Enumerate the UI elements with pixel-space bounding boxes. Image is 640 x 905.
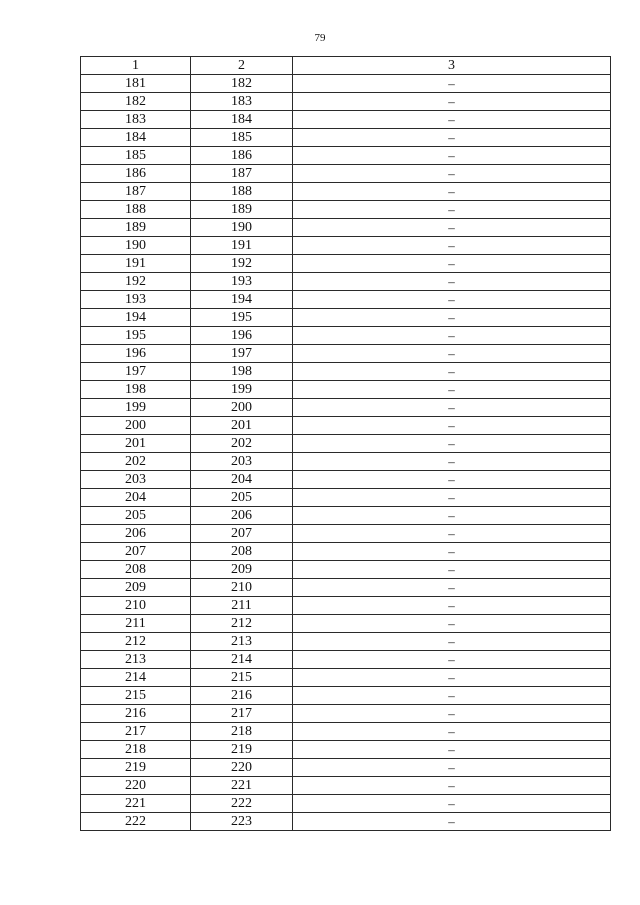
table-cell-col-3: –: [293, 489, 611, 507]
table-cell-col-1: 218: [81, 741, 191, 759]
table-row: [81, 327, 611, 345]
table-cell-col-3: –: [293, 237, 611, 255]
table-cell-col-1: 185: [81, 147, 191, 165]
table-row: [81, 723, 611, 741]
table-cell-col-2: 197: [191, 345, 293, 363]
table-cell-col-2: 201: [191, 417, 293, 435]
table-cell-col-3: –: [293, 147, 611, 165]
column-header-2: 2: [191, 57, 293, 75]
table-cell-col-2: 208: [191, 543, 293, 561]
table-cell-col-2: 215: [191, 669, 293, 687]
table-cell-col-3: –: [293, 435, 611, 453]
column-header-3: 3: [293, 57, 611, 75]
table-cell-col-3: –: [293, 399, 611, 417]
table-row: [81, 435, 611, 453]
table-cell-col-1: 219: [81, 759, 191, 777]
table-row: [81, 345, 611, 363]
table-cell-col-3: –: [293, 165, 611, 183]
table-cell-col-3: –: [293, 129, 611, 147]
table-row: [81, 417, 611, 435]
table-cell-col-1: 193: [81, 291, 191, 309]
table-cell-col-3: –: [293, 327, 611, 345]
table-cell-col-2: 193: [191, 273, 293, 291]
table-cell-col-3: –: [293, 579, 611, 597]
table-cell-col-2: 216: [191, 687, 293, 705]
table-cell-col-3: –: [293, 381, 611, 399]
table-cell-col-1: 181: [81, 75, 191, 93]
table-cell-col-2: 185: [191, 129, 293, 147]
table-cell-col-2: 203: [191, 453, 293, 471]
table-row: [81, 525, 611, 543]
table-row: [81, 165, 611, 183]
table-row: [81, 579, 611, 597]
table-cell-col-1: 220: [81, 777, 191, 795]
table-cell-col-3: –: [293, 183, 611, 201]
table-row: [81, 597, 611, 615]
table-cell-col-2: 196: [191, 327, 293, 345]
table-row: [81, 147, 611, 165]
table-cell-col-1: 217: [81, 723, 191, 741]
table-cell-col-2: 189: [191, 201, 293, 219]
table-cell-col-1: 188: [81, 201, 191, 219]
table-cell-col-3: –: [293, 741, 611, 759]
table-cell-col-3: –: [293, 291, 611, 309]
table-cell-col-1: 194: [81, 309, 191, 327]
table-cell-col-1: 207: [81, 543, 191, 561]
table-cell-col-3: –: [293, 813, 611, 831]
table-row: [81, 291, 611, 309]
table-cell-col-2: 218: [191, 723, 293, 741]
table-cell-col-1: 196: [81, 345, 191, 363]
table-row: [81, 813, 611, 831]
table-cell-col-1: 192: [81, 273, 191, 291]
table-cell-col-2: 217: [191, 705, 293, 723]
table-cell-col-1: 197: [81, 363, 191, 381]
table-row: [81, 273, 611, 291]
table-row: [81, 795, 611, 813]
table-cell-col-1: 221: [81, 795, 191, 813]
data-table-container: [80, 56, 610, 831]
table-cell-col-2: 184: [191, 111, 293, 129]
table-cell-col-1: 206: [81, 525, 191, 543]
page-number: 79: [314, 32, 326, 44]
table-cell-col-1: 222: [81, 813, 191, 831]
table-row: [81, 489, 611, 507]
table-cell-col-2: 211: [191, 597, 293, 615]
table-cell-col-3: –: [293, 651, 611, 669]
table-row: [81, 309, 611, 327]
table-cell-col-2: 221: [191, 777, 293, 795]
table-cell-col-3: –: [293, 201, 611, 219]
table-cell-col-3: –: [293, 363, 611, 381]
table-cell-col-2: 186: [191, 147, 293, 165]
table-cell-col-1: 208: [81, 561, 191, 579]
table-cell-col-3: –: [293, 309, 611, 327]
table-row: [81, 669, 611, 687]
table-row: [81, 633, 611, 651]
table-cell-col-3: –: [293, 111, 611, 129]
table-cell-col-3: –: [293, 723, 611, 741]
table-cell-col-1: 183: [81, 111, 191, 129]
table-cell-col-1: 211: [81, 615, 191, 633]
table-row: [81, 399, 611, 417]
table-cell-col-2: 190: [191, 219, 293, 237]
table-cell-col-1: 184: [81, 129, 191, 147]
table-cell-col-3: –: [293, 597, 611, 615]
table-row: [81, 543, 611, 561]
table-cell-col-2: 207: [191, 525, 293, 543]
table-cell-col-2: 210: [191, 579, 293, 597]
table-cell-col-2: 220: [191, 759, 293, 777]
table-cell-col-3: –: [293, 561, 611, 579]
table-cell-col-2: 192: [191, 255, 293, 273]
table-cell-col-2: 188: [191, 183, 293, 201]
table-cell-col-1: 187: [81, 183, 191, 201]
table-cell-col-3: –: [293, 543, 611, 561]
table-cell-col-1: 212: [81, 633, 191, 651]
table-row: [81, 75, 611, 93]
table-cell-col-1: 210: [81, 597, 191, 615]
table-cell-col-1: 191: [81, 255, 191, 273]
table-row: [81, 453, 611, 471]
table-cell-col-1: 186: [81, 165, 191, 183]
table-row: [81, 741, 611, 759]
table-cell-col-1: 201: [81, 435, 191, 453]
table-cell-col-2: 194: [191, 291, 293, 309]
table-cell-col-3: –: [293, 453, 611, 471]
table-cell-col-1: 209: [81, 579, 191, 597]
table-row: [81, 561, 611, 579]
table-row: [81, 687, 611, 705]
table-cell-col-3: –: [293, 633, 611, 651]
table-cell-col-2: 198: [191, 363, 293, 381]
table-cell-col-2: 202: [191, 435, 293, 453]
table-cell-col-2: 212: [191, 615, 293, 633]
table-cell-col-2: 213: [191, 633, 293, 651]
table-cell-col-3: –: [293, 471, 611, 489]
table-row: [81, 705, 611, 723]
table-cell-col-3: –: [293, 273, 611, 291]
table-cell-col-2: 195: [191, 309, 293, 327]
table-row: [81, 363, 611, 381]
table-cell-col-2: 214: [191, 651, 293, 669]
table-cell-col-2: 200: [191, 399, 293, 417]
table-cell-col-3: –: [293, 93, 611, 111]
table-cell-col-3: –: [293, 759, 611, 777]
table-cell-col-3: –: [293, 615, 611, 633]
table-cell-col-3: –: [293, 687, 611, 705]
table-cell-col-3: –: [293, 219, 611, 237]
table-row: [81, 471, 611, 489]
table-row: [81, 651, 611, 669]
table-body: [81, 75, 611, 831]
table-cell-col-3: –: [293, 507, 611, 525]
table-cell-col-1: 195: [81, 327, 191, 345]
table-cell-col-1: 190: [81, 237, 191, 255]
table-row: [81, 381, 611, 399]
table-cell-col-2: 204: [191, 471, 293, 489]
table-row: [81, 507, 611, 525]
table-cell-col-3: –: [293, 255, 611, 273]
table-row: [81, 237, 611, 255]
table-cell-col-1: 213: [81, 651, 191, 669]
table-row: [81, 219, 611, 237]
table-cell-col-1: 182: [81, 93, 191, 111]
table-cell-col-1: 204: [81, 489, 191, 507]
table-row: [81, 129, 611, 147]
table-cell-col-2: 206: [191, 507, 293, 525]
table-cell-col-3: –: [293, 705, 611, 723]
table-cell-col-1: 214: [81, 669, 191, 687]
table-cell-col-2: 182: [191, 75, 293, 93]
table-cell-col-1: 203: [81, 471, 191, 489]
table-cell-col-1: 199: [81, 399, 191, 417]
table-cell-col-2: 205: [191, 489, 293, 507]
table-cell-col-3: –: [293, 795, 611, 813]
table-row: [81, 777, 611, 795]
table-cell-col-3: –: [293, 75, 611, 93]
table-cell-col-1: 189: [81, 219, 191, 237]
table-row: [81, 111, 611, 129]
table-cell-col-1: 198: [81, 381, 191, 399]
table-cell-col-2: 199: [191, 381, 293, 399]
table-row: [81, 759, 611, 777]
table-row: [81, 183, 611, 201]
table-cell-col-1: 216: [81, 705, 191, 723]
data-table: [80, 56, 611, 831]
table-row: [81, 93, 611, 111]
table-cell-col-3: –: [293, 345, 611, 363]
column-header-1: 1: [81, 57, 191, 75]
table-cell-col-2: 191: [191, 237, 293, 255]
table-cell-col-1: 200: [81, 417, 191, 435]
table-cell-col-2: 219: [191, 741, 293, 759]
table-cell-col-2: 187: [191, 165, 293, 183]
table-cell-col-1: 205: [81, 507, 191, 525]
table-cell-col-2: 222: [191, 795, 293, 813]
table-cell-col-3: –: [293, 525, 611, 543]
table-cell-col-2: 223: [191, 813, 293, 831]
table-row: [81, 201, 611, 219]
table-cell-col-2: 183: [191, 93, 293, 111]
table-cell-col-3: –: [293, 417, 611, 435]
table-row: [81, 615, 611, 633]
table-cell-col-3: –: [293, 669, 611, 687]
table-cell-col-1: 202: [81, 453, 191, 471]
table-row: [81, 255, 611, 273]
table-header-row: [81, 57, 611, 75]
table-cell-col-1: 215: [81, 687, 191, 705]
table-cell-col-3: –: [293, 777, 611, 795]
table-cell-col-2: 209: [191, 561, 293, 579]
